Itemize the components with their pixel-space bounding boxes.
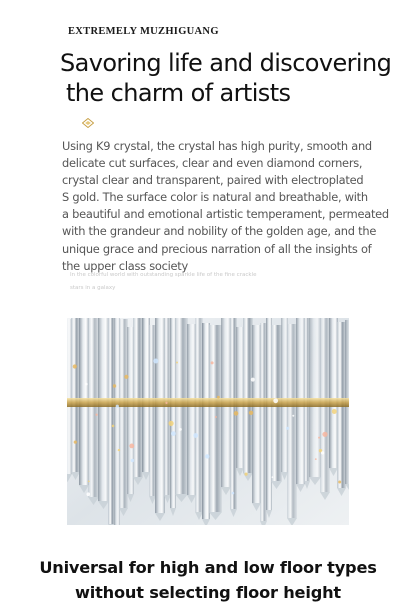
sparkle <box>131 459 134 462</box>
sparkle <box>332 409 337 414</box>
crystal-prism <box>142 318 150 472</box>
sparkle <box>129 444 134 449</box>
description-line: crystal clear and transparent, paired with electroplated <box>62 173 364 188</box>
crystal-prism <box>202 323 210 519</box>
crystal-prism-tip <box>108 524 115 525</box>
crystal-prism <box>119 319 128 508</box>
sparkle <box>251 378 255 382</box>
sparkle <box>321 451 324 454</box>
crystal-prism <box>243 318 253 473</box>
sparkle <box>116 405 119 408</box>
crystal-prism <box>187 324 196 495</box>
crystal-prism <box>149 325 156 496</box>
sparkle <box>87 492 91 496</box>
caption-line-2: without selecting floor height <box>75 583 341 602</box>
sparkle <box>171 431 176 436</box>
crystal-prism <box>209 325 222 512</box>
description-line: the upper class society <box>62 258 188 273</box>
title-line-1: Savoring life and discovering <box>60 49 392 77</box>
sparkle <box>315 458 317 460</box>
sparkle <box>73 364 77 368</box>
sparkle <box>205 454 209 458</box>
crystal-prism <box>71 318 80 472</box>
crystal-prism <box>329 318 338 468</box>
crystal-prism <box>309 318 321 477</box>
diamond-icon <box>82 118 94 128</box>
sparkle <box>249 411 253 415</box>
sparkle <box>113 384 116 387</box>
title-line-2: the charm of artists <box>66 79 291 107</box>
sparkle <box>245 473 248 476</box>
crystal-prism <box>236 327 244 468</box>
sparkle <box>88 481 90 483</box>
sparkle <box>179 428 182 431</box>
description-line: delicate cut surfaces, clear and even diamond corners, <box>62 156 363 171</box>
caption <box>0 555 416 605</box>
sparkle <box>211 361 214 364</box>
crystal-prism <box>133 318 143 477</box>
sparkle <box>193 433 198 438</box>
crystal-chandelier-illustration <box>67 318 349 525</box>
description-line: Using K9 crystal, the crystal has high purity, smooth and <box>62 139 372 153</box>
description <box>62 138 408 275</box>
sparkle <box>153 359 158 364</box>
sparkle <box>169 421 174 426</box>
caption-line-1: Universal for high and low floor types <box>39 558 377 577</box>
sparkle <box>217 396 220 399</box>
sparkle <box>318 437 320 439</box>
sparkle <box>286 427 289 430</box>
crystal-prism <box>260 323 267 521</box>
sparkle <box>215 416 217 418</box>
sparkle <box>322 432 327 437</box>
description-line: S gold. The surface color is natural and breathable, with <box>62 190 368 205</box>
description-line: unique grace and precious narration of all the insights of <box>62 241 372 256</box>
faint-line: In the colorful world with outstanding sparkle life of the fine crackle <box>70 272 257 278</box>
sparkle <box>272 476 274 478</box>
faint-line: stars in a galaxy <box>70 285 116 291</box>
crystal-prism <box>281 318 288 472</box>
crystal-prism <box>127 327 134 494</box>
crystal-prism <box>195 318 203 512</box>
sparkle <box>232 492 235 495</box>
sparkle <box>95 414 97 416</box>
sparkle <box>124 375 128 379</box>
crystal-prism <box>287 324 297 518</box>
sparkle <box>74 441 77 444</box>
crystal-prism <box>88 318 99 497</box>
crystal-prism <box>108 318 115 524</box>
sparkle <box>165 402 167 404</box>
faint-subtext <box>70 269 370 295</box>
sparkle <box>338 481 341 484</box>
crystal-prism <box>98 318 109 501</box>
crystal-prism <box>155 318 165 513</box>
brand-label: EXTREMELY MUZHIGUANG <box>68 26 219 37</box>
description-line: a beautiful and emotional artistic temperament, permeated <box>62 207 389 222</box>
crystal-chandelier-photo <box>67 318 349 525</box>
sparkle <box>234 411 239 416</box>
sparkle <box>273 398 278 403</box>
crystal-prism <box>252 325 261 503</box>
sparkle <box>85 383 88 386</box>
sparkle <box>292 415 294 417</box>
description-line: with the grandeur and nobility of the golden age, and the <box>62 224 377 239</box>
sparkle <box>118 449 120 451</box>
sparkle <box>176 362 178 364</box>
page-title <box>60 48 400 108</box>
sparkle <box>112 425 115 428</box>
